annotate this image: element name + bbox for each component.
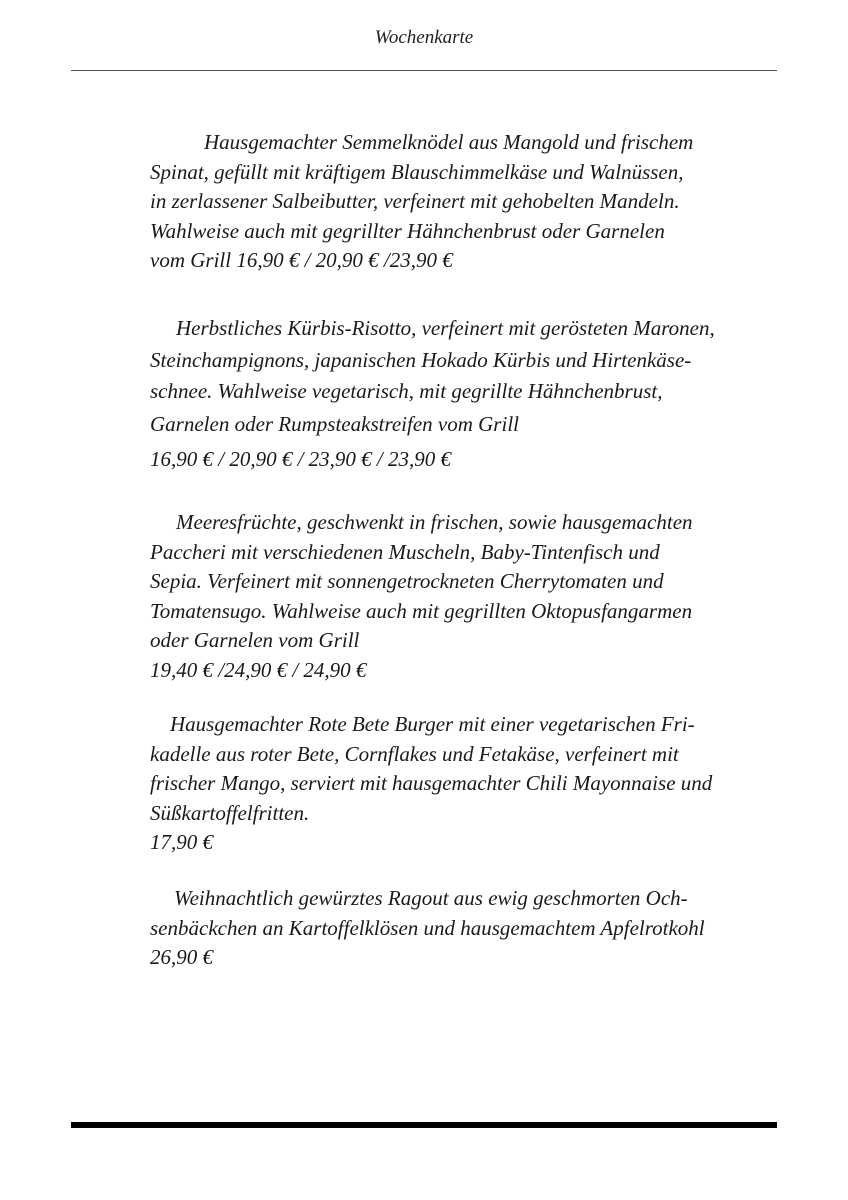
menu-item-description-line: oder Garnelen vom Grill: [150, 628, 360, 652]
menu-item-price: 19,40 € /24,90 € / 24,90 €: [150, 657, 367, 682]
menu-item-description-line: Wahlweise auch mit gegrillter Hähnchenbrust oder Garnelen: [150, 218, 665, 243]
menu-item-description-line: Hausgemachter Semmelknödel aus Mangold und frischem: [204, 130, 694, 154]
menu-item-description-line: in zerlassener Salbeibutter, verfeinert mit gehobelten Mandeln.: [150, 189, 680, 213]
menu-item-price: 17,90 €: [150, 830, 213, 854]
menu-item-description-line: Steinchampignons, japanischen Hokado Kürbis und Hirtenkäse-: [150, 347, 692, 372]
menu-item: [150, 710, 712, 858]
menu-item: [150, 884, 705, 973]
menu-item-description-line: Meeresfrüchte, geschwenkt in frischen, sowie hausgemachten: [176, 510, 693, 534]
menu-item-price: 26,90 €: [150, 945, 213, 969]
menu-item-description-line: frischer Mango, serviert mit hausgemachter Chili Mayonnaise und: [150, 771, 713, 795]
menu-item-description-line: Spinat, gefüllt mit kräftigem Blauschimmelkäse und Walnüssen,: [150, 159, 684, 184]
menu-item-description-line: Herbstliches Kürbis-Risotto, verfeinert mit gerösteten Maronen,: [176, 316, 715, 340]
menu-item-description-line: Hausgemachter Rote Bete Burger mit einer vegetarischen Fri-: [170, 712, 695, 736]
menu-item-description-line: schnee. Wahlweise vegetarisch, mit gegrillte Hähnchenbrust,: [150, 378, 663, 403]
menu-item-description-line: Sepia. Verfeinert mit sonnengetrockneten Cherrytomaten und: [150, 569, 664, 593]
menu-item: [150, 314, 715, 474]
menu-item-price: 16,90 € / 20,90 € / 23,90 € / 23,90 €: [150, 446, 452, 471]
menu-item: [150, 128, 693, 276]
footer-divider: [71, 1122, 777, 1128]
page-title: Wochenkarte: [374, 27, 474, 48]
menu-item-description-line: Tomatensugo. Wahlweise auch mit gegrillten Oktopusfangarmen: [150, 598, 693, 623]
menu-item-description-line: Weihnachtlich gewürztes Ragout aus ewig geschmorten Och-: [174, 886, 688, 910]
menu-item-description-line: kadelle aus roter Bete, Cornflakes und Fetakäse, verfeinert mit: [150, 741, 679, 766]
menu-item-description-line: Paccheri mit verschiedenen Muscheln, Baby-Tintenfisch und: [150, 539, 660, 564]
menu-item-description-line: vom Grill 16,90 € / 20,90 € /23,90 €: [150, 248, 453, 272]
menu-item: [150, 508, 693, 685]
menu-item-description-line: senbäckchen an Kartoffelklösen und hausgemachtem Apfelrotkohl: [150, 915, 705, 940]
header-divider: [71, 70, 777, 71]
menu-item-description-line: Süßkartoffelfritten.: [150, 800, 310, 825]
menu-item-description-line: Garnelen oder Rumpsteakstreifen vom Grill: [150, 411, 519, 436]
